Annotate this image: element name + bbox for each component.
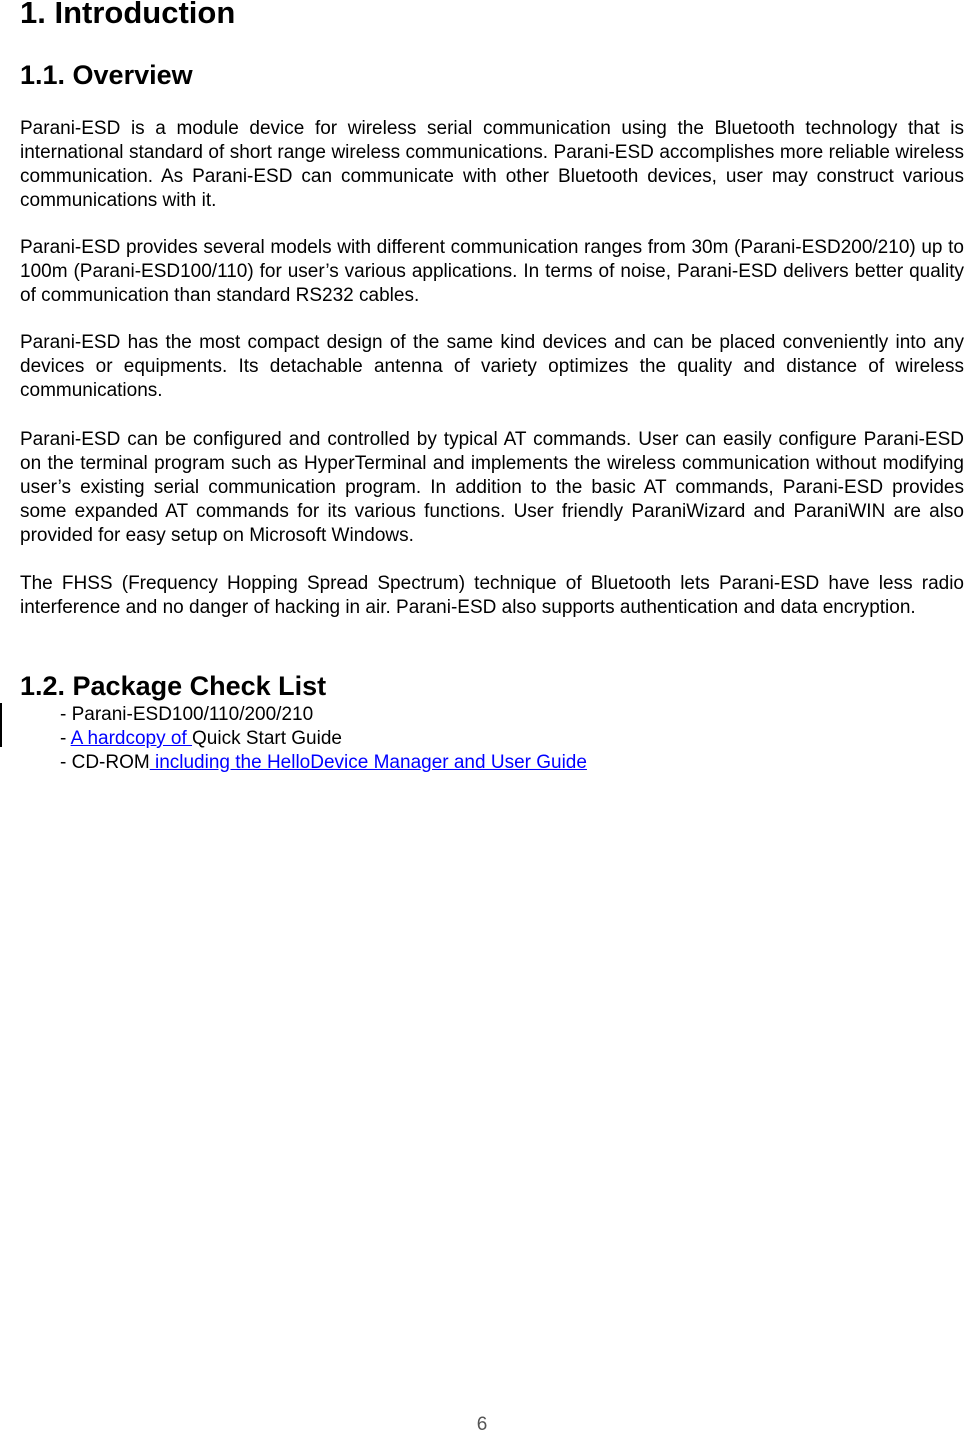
package-check-list [60,703,587,775]
list-item [60,703,587,727]
cdrom-contents-link[interactable]: including the HelloDevice Manager and User Guide [149,752,587,773]
hardcopy-link[interactable]: A hardcopy of [70,728,193,749]
page-number: 6 [476,1414,488,1435]
package-item-cdrom: - CD-ROM [60,752,150,773]
section-heading-introduction: 1. Introduction [20,0,236,30]
revision-change-bar [0,703,2,747]
overview-paragraph-1: Parani-ESD is a module device for wireless serial communication using the Bluetooth technology that is international standard of short range wireless communications. Parani-ESD accomplishes more reliable wireless communication. As Parani-ESD can communicate with other Bluetooth devices, user may construct various communications with it. [20,118,964,211]
package-item-quick-start: Quick Start Guide [192,728,342,749]
overview-paragraph-2: Parani-ESD provides several models with different communication ranges from 30m (Parani-ESD200/210) up to 100m (Parani-ESD100/110) for user’s various applications. In terms of noise, Parani-ESD delivers better quality of communication than standard RS232 cables. [20,237,964,306]
section-heading-package-check-list: 1.2. Package Check List [20,671,327,701]
package-item-prefix: - [60,728,71,749]
section-heading-overview: 1.1. Overview [20,60,193,90]
overview-paragraph-5: The FHSS (Frequency Hopping Spread Spectrum) technique of Bluetooth lets Parani-ESD have less radio interference and no danger of hacking in air. Parani-ESD also supports authentication and data encryption. [20,573,964,618]
list-item [60,751,587,775]
overview-paragraph-3: Parani-ESD has the most compact design of the same kind devices and can be placed conveniently into any devices or equipments. Its detachable antenna of variety optimizes the quality and distance of wireless communications. [20,332,964,401]
overview-paragraph-4: Parani-ESD can be configured and controlled by typical AT commands. User can easily configure Parani-ESD on the terminal program such as HyperTerminal and implements the wireless communication without modifying user’s existing serial communication program. In addition to the basic AT commands, Parani-ESD provides some expanded AT commands for its various functions. User friendly ParaniWizard and ParaniWIN are also provided for easy setup on Microsoft Windows. [20,429,964,546]
list-item [60,727,587,751]
package-item-module: - Parani-ESD100/110/200/210 [60,704,314,725]
